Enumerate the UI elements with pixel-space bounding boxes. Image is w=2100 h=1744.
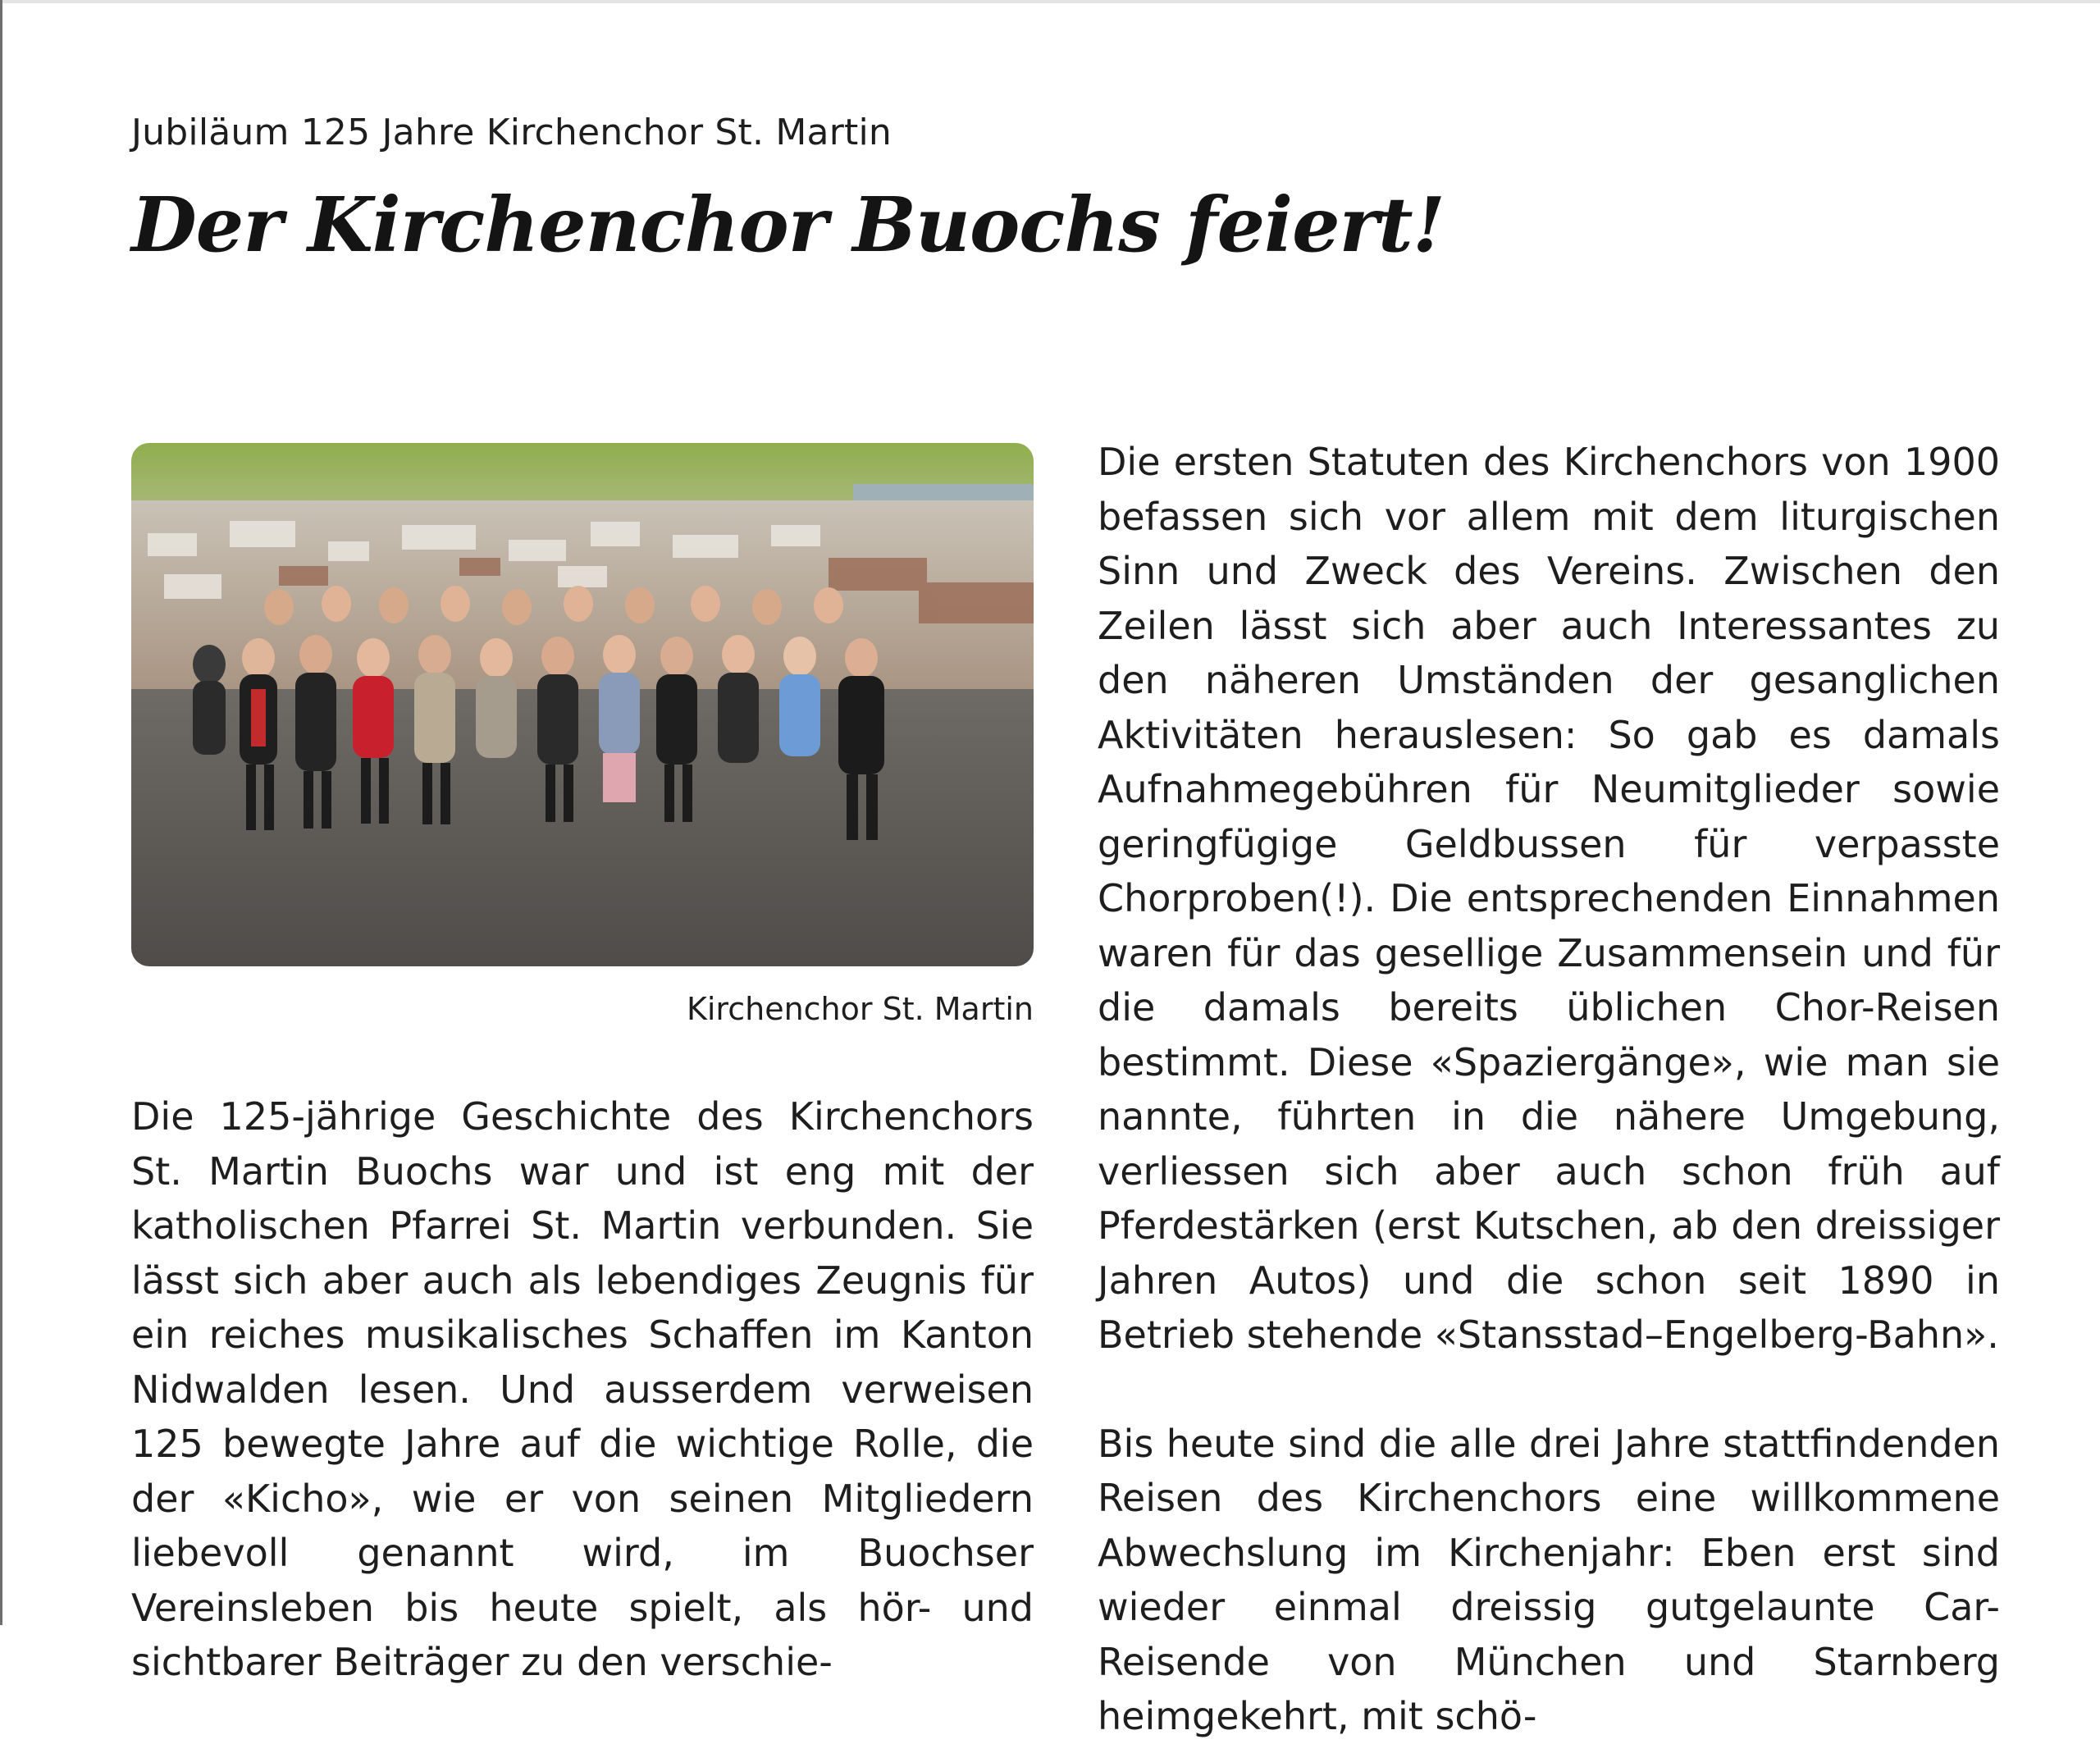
page-top-edge <box>0 0 2100 3</box>
photo-caption: Kirchenchor St. Martin <box>686 991 1034 1027</box>
article-headline: Der Kirchenchor Buochs feiert! <box>131 180 1445 269</box>
article-paragraph: Die 125-jährige Geschichte des Kirchenchors St. Martin Buochs war und ist eng mit der katholischen Pfarrei St. Martin verbunden. Sie lässt sich aber auch als lebendiges Zeugnis für ein reiches musikalisches Schaffen im Kanton Nidwalden lesen. Und ausserdem verweisen 125 bewegte Jahre auf die wichtige Rolle, die der «Kicho», wie er von seinen Mitgliedern liebevoll genannt wird, im Buochser Vereinsleben bis heute spielt, als hör- und sichtbarer Beiträger zu den verschie- <box>131 1094 1034 1684</box>
article-paragraph: Bis heute sind die alle drei Jahre stattfindenden Reisen des Kirchenchors eine willkommene Abwechslung im Kirchenjahr: Eben erst sind wieder einmal dreissig gutgelaunte Car-Reisende von München und Starnberg heimgekehrt, mit schö- <box>1098 1421 2000 1738</box>
article-column-right <box>1098 435 2000 1744</box>
article-paragraph: Die ersten Statuten des Kirchenchors von 1900 befassen sich vor allem mit dem liturgischen Sinn und Zweck des Vereins. Zwischen den Zeilen lässt sich aber auch Interessantes zu den näheren Umständen der gesanglichen Aktivitäten herauslesen: So gab es damals Aufnahmegebühren für Neumitglieder sowie geringfügige Geldbussen für verpasste Chorproben(!). Die entsprechenden Einnahmen waren für das gesellige Zusammensein und für die damals bereits üblichen Chor-Reisen bestimmt. Diese «Spaziergänge», wie man sie nannte, führten in die nähere Umgebung, verliessen sich aber auch schon früh auf Pferdestärken (erst Kutschen, ab den dreissiger Jahren Autos) und die schon seit 1890 in Betrieb stehende «Stansstad–Engelberg-Bahn». <box>1098 440 2000 1357</box>
choir-group-photo <box>131 443 1034 966</box>
page-left-edge <box>0 0 2 1625</box>
article-column-left <box>131 1089 1034 1690</box>
article-kicker: Jubiläum 125 Jahre Kirchenchor St. Martin <box>131 112 892 153</box>
